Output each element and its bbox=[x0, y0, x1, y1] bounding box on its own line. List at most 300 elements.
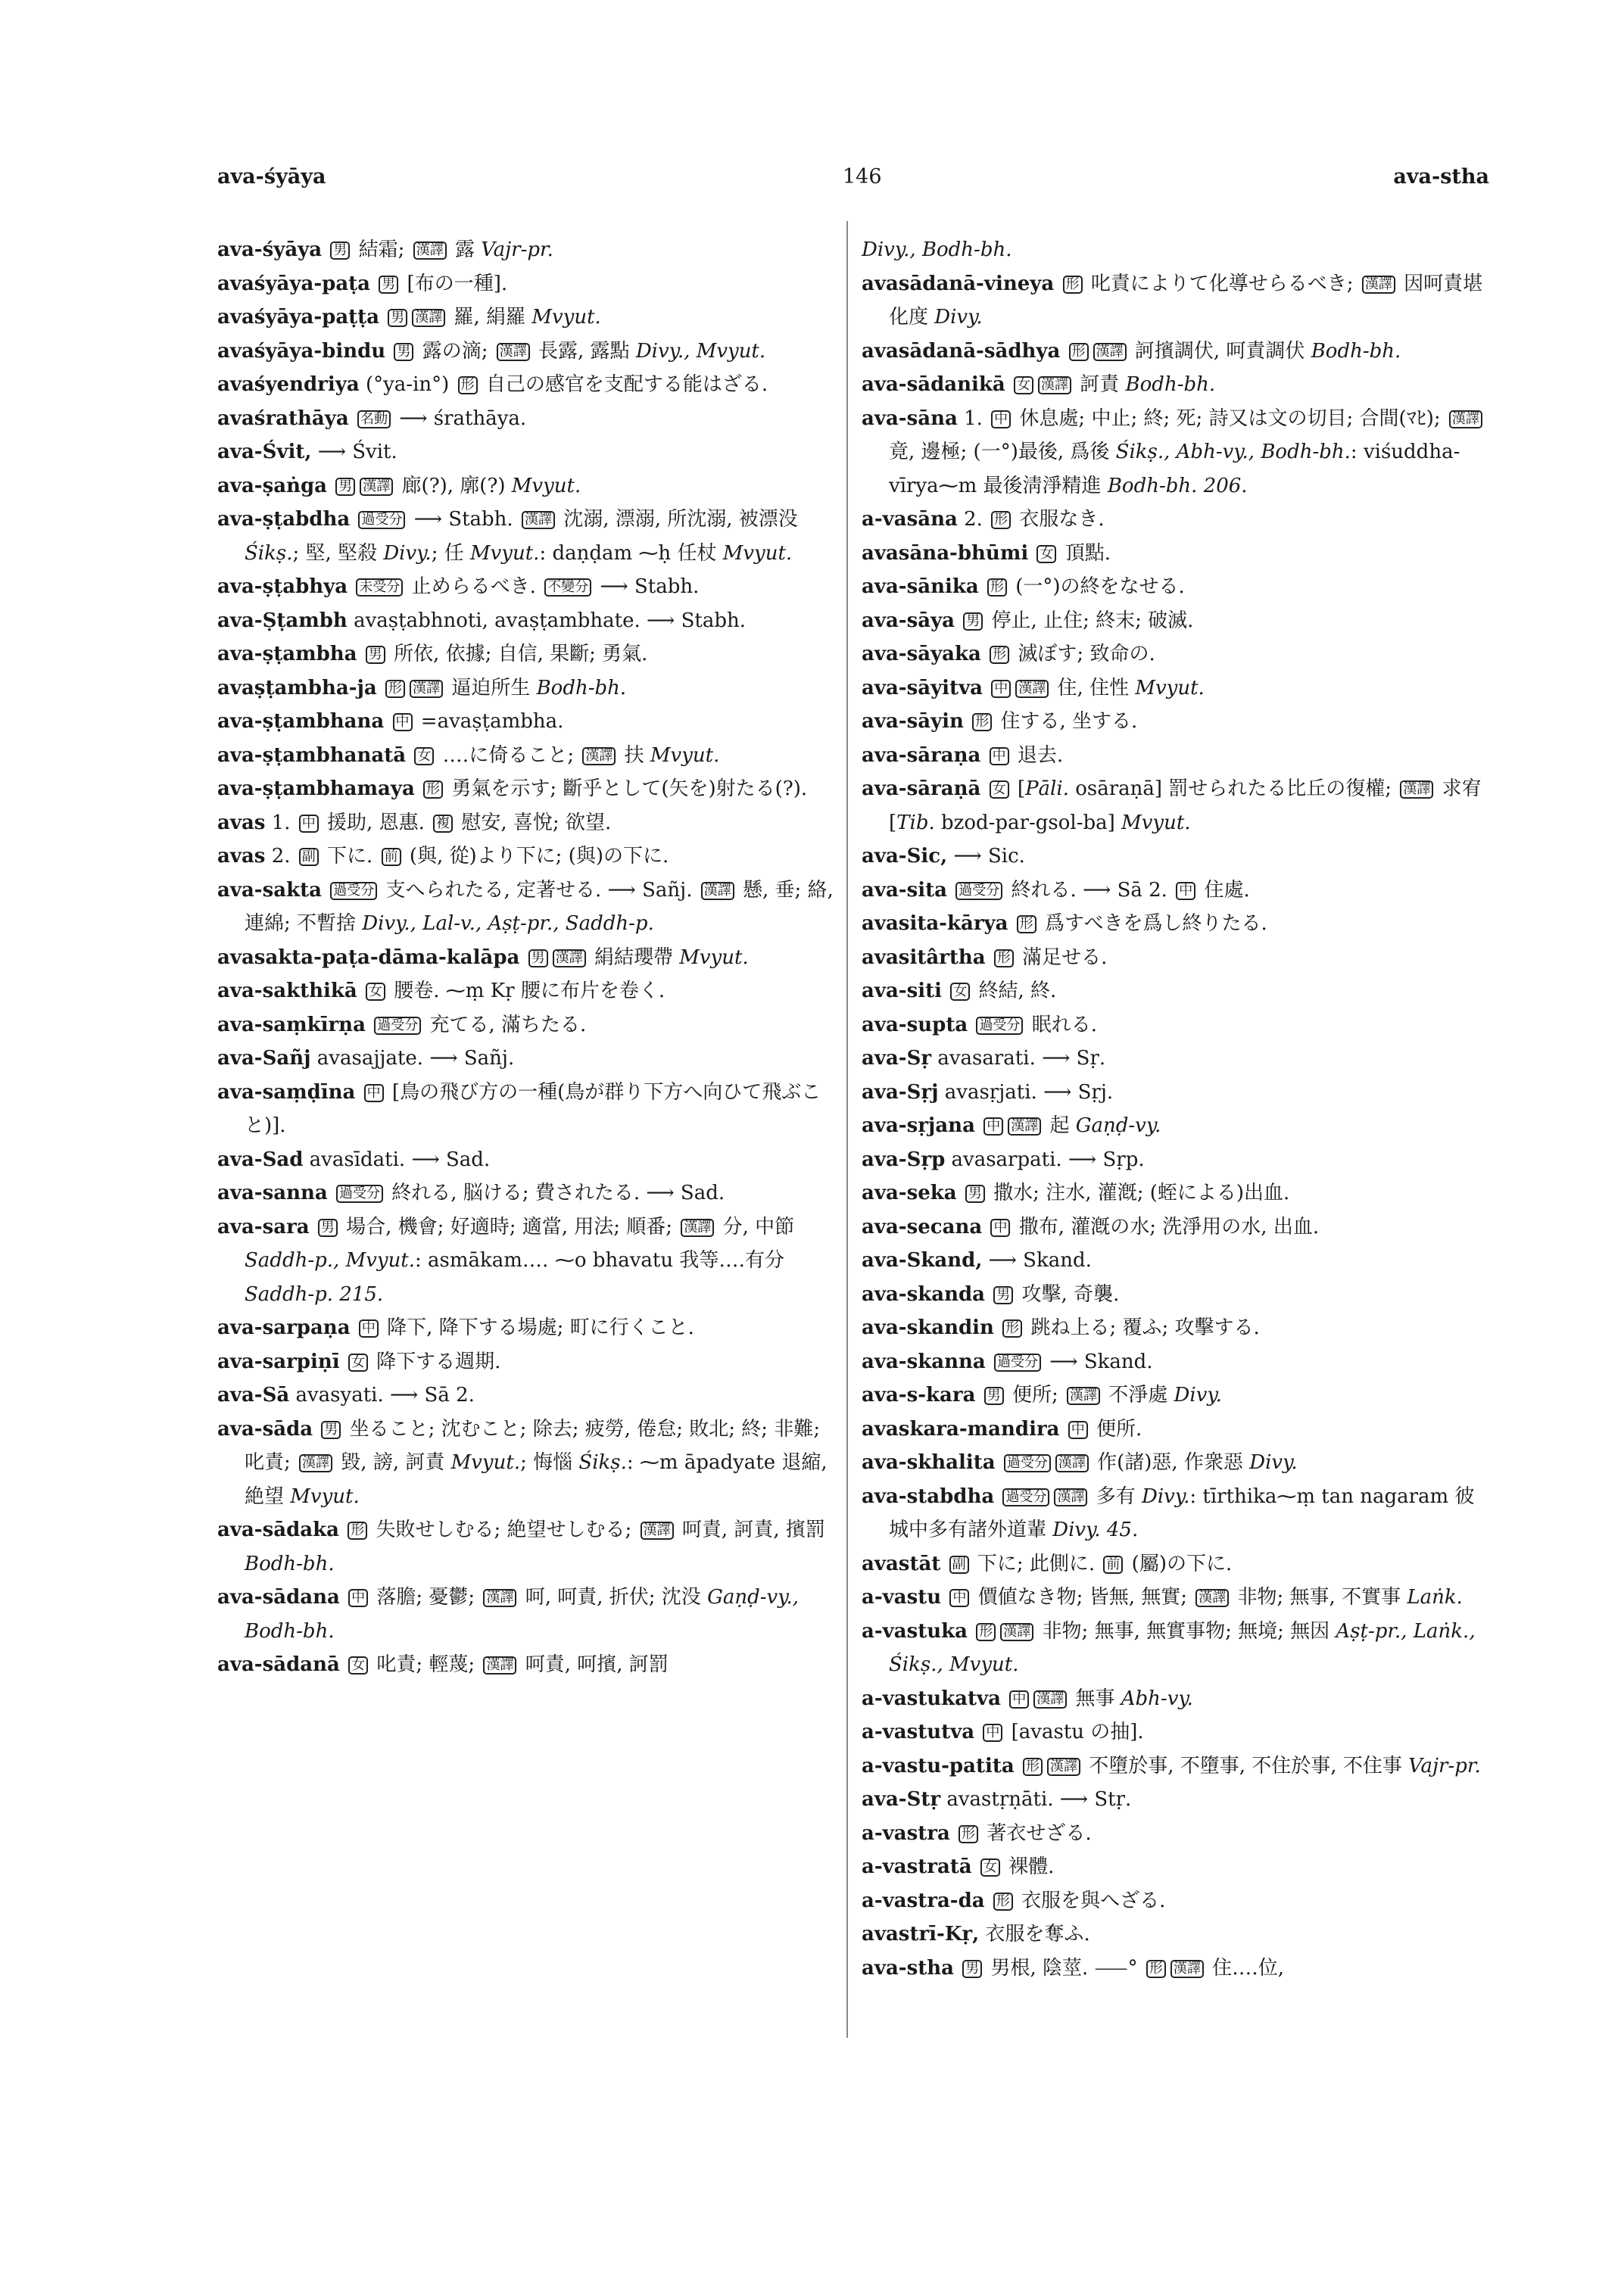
definition-text: [avastu の抽]. bbox=[1005, 1721, 1144, 1743]
definition-text: avasarpati. ⟶ Sṛp. bbox=[951, 1148, 1145, 1171]
grammar-badge: 男 bbox=[962, 1960, 982, 1978]
definition-text: ; 堅, 堅殺 bbox=[292, 541, 384, 565]
dictionary-entry bbox=[862, 1715, 1490, 1749]
headword: ava-sādanikā bbox=[862, 373, 1005, 396]
headword: ava-stabdha bbox=[862, 1485, 995, 1508]
headword: ava-saṃḍīna bbox=[217, 1080, 356, 1104]
headword: ava-skandin bbox=[862, 1316, 994, 1339]
grammar-badge: 中 bbox=[991, 680, 1011, 698]
definition-text: bzod-par-gsol-ba] bbox=[934, 811, 1122, 834]
grammar-badge: 過受分 bbox=[955, 882, 1002, 900]
source-ref: Pāli. bbox=[1025, 777, 1069, 800]
headword: ava-Śvit, bbox=[217, 441, 312, 463]
grammar-badge: 男 bbox=[965, 1185, 985, 1203]
definition-text: avastṛṇāti. ⟶ Stṛ. bbox=[946, 1788, 1132, 1811]
definition-text: 因呵責堪化度 bbox=[889, 272, 1483, 329]
definition-text: 休息處; 中止; 終; 死; 詩又は文の切目; 合間(ﾏﾋ); bbox=[1013, 407, 1447, 430]
headword: ava-Sad bbox=[217, 1148, 304, 1171]
dictionary-entry bbox=[862, 1413, 1490, 1447]
dictionary-entry bbox=[217, 974, 837, 1008]
page-header bbox=[217, 165, 1489, 203]
definition-text: 場合, 機會; 好適時; 適當, 用法; 順番; bbox=[339, 1215, 679, 1238]
source-ref: Divy. bbox=[383, 541, 432, 565]
grammar-badge: 漢譯 bbox=[1047, 1758, 1080, 1776]
grammar-badge: 漢譯 bbox=[1195, 1589, 1229, 1607]
definition-text: 自己の感官を支配する能はざる. bbox=[479, 373, 768, 396]
grammar-badge: 漢譯 bbox=[1400, 780, 1433, 799]
headword: ava-śyāya bbox=[217, 238, 323, 261]
definition-text: 逼迫所生 bbox=[445, 676, 537, 699]
source-ref: Bodh-bh. bbox=[1311, 339, 1401, 363]
dictionary-entry bbox=[862, 1176, 1490, 1210]
grammar-badge: 中 bbox=[1068, 1421, 1088, 1439]
dictionary-entry bbox=[862, 1379, 1490, 1413]
headword: avasakta-paṭa-dāma-kalāpa bbox=[217, 946, 520, 969]
definition-text: 叱責によりて化導せらるべき; bbox=[1084, 272, 1360, 295]
definition-text: 下に. bbox=[320, 845, 379, 868]
definition-text: avaṣṭabhnoti, avaṣṭambhate. ⟶ Stabh. bbox=[354, 609, 746, 632]
headword: ava-Sṛ bbox=[862, 1047, 932, 1070]
definition-text: 衣服を奪ふ. bbox=[985, 1923, 1090, 1946]
source-ref: Gaṇḍ-vy., Bodh-bh. bbox=[245, 1586, 799, 1643]
definition-text: 衣服なき. bbox=[1013, 508, 1105, 531]
definition-text: 毀, 謗, 訶責 bbox=[335, 1451, 451, 1474]
definition-text: 撒布, 灌漑の水; 洗淨用の水, 出血. bbox=[1012, 1215, 1320, 1238]
definition-text: ⟶ Stabh. bbox=[407, 508, 519, 531]
definition-text: 竟, 邊極; (一°)最後, 爲後 bbox=[889, 441, 1116, 463]
grammar-badge: 漢譯 bbox=[412, 309, 445, 327]
grammar-badge: 複 bbox=[433, 815, 453, 833]
grammar-badge: 過受分 bbox=[336, 1185, 383, 1203]
dictionary-entry bbox=[217, 1210, 837, 1312]
headword: ava-Ṣṭambh bbox=[217, 609, 348, 632]
grammar-badge: 漢譯 bbox=[1449, 410, 1482, 428]
definition-text: 所依, 依據; 自信, 果斷; 勇氣. bbox=[387, 643, 648, 665]
headword: ava-Sañj bbox=[217, 1047, 311, 1070]
grammar-badge: 中 bbox=[364, 1084, 384, 1102]
headword: ava-sāraṇā bbox=[862, 777, 981, 800]
definition-text: 停止, 止住; 終末; 破滅. bbox=[985, 609, 1194, 632]
headword: ava-skanda bbox=[862, 1282, 986, 1306]
grammar-badge: 中 bbox=[949, 1589, 969, 1607]
definition-text: 多有 bbox=[1089, 1485, 1142, 1508]
definition-text: ‥‥に倚ること; bbox=[436, 743, 581, 767]
dictionary-entry bbox=[862, 537, 1490, 571]
dictionary-entry bbox=[862, 1749, 1490, 1784]
grammar-badge: 漢譯 bbox=[1038, 376, 1071, 394]
definition-text: 絹結瓔帶 bbox=[588, 946, 680, 969]
source-ref: Mvyut. bbox=[679, 946, 749, 969]
grammar-badge: 形 bbox=[994, 949, 1014, 967]
grammar-badge: 漢譯 bbox=[641, 1522, 674, 1540]
dictionary-entry bbox=[862, 1210, 1490, 1245]
grammar-badge: 形 bbox=[423, 780, 443, 799]
definition-text: 懸, 垂; 絡, 連綿; 不暫捨 bbox=[245, 878, 834, 935]
definition-text: ⟶ Śvit. bbox=[317, 441, 397, 463]
dictionary-entry bbox=[862, 1783, 1490, 1817]
grammar-badge: 未受分 bbox=[356, 578, 403, 597]
dictionary-entry bbox=[217, 840, 837, 874]
dictionary-entry bbox=[862, 604, 1490, 638]
definition-text: 住處. bbox=[1198, 878, 1250, 902]
definition-text: 住, 住性 bbox=[1051, 676, 1136, 699]
headword: ava-ṣṭambha bbox=[217, 643, 357, 665]
right-column bbox=[862, 233, 1490, 1985]
dictionary-entry bbox=[217, 1176, 837, 1210]
definition-text: 不淨處 bbox=[1102, 1384, 1174, 1407]
headword: ava-ṣṭambhamaya bbox=[217, 777, 415, 800]
headword: avastāt bbox=[862, 1552, 941, 1575]
definition-text: 起 bbox=[1043, 1114, 1076, 1137]
dictionary-entry bbox=[217, 874, 837, 941]
grammar-badge: 形 bbox=[976, 1623, 996, 1641]
headword: ava-sṛjana bbox=[862, 1114, 975, 1137]
headword: ava-sāraṇa bbox=[862, 743, 981, 767]
definition-text: 著衣せざる. bbox=[980, 1821, 1092, 1845]
grammar-badge: 形 bbox=[1023, 1758, 1043, 1776]
dictionary-entry bbox=[862, 874, 1490, 908]
source-ref: Divy. bbox=[1142, 1485, 1190, 1508]
definition-text: 退去. bbox=[1011, 743, 1064, 767]
dictionary-entry bbox=[862, 570, 1490, 604]
headword: avas bbox=[217, 811, 266, 834]
definition-text: 終れる, 脳ける; 費されたる. ⟶ Sad. bbox=[385, 1182, 725, 1204]
grammar-badge: 女 bbox=[1036, 545, 1056, 563]
grammar-badge: 形 bbox=[1063, 276, 1083, 294]
dictionary-entry bbox=[217, 806, 837, 840]
definition-text: 非物; 無事, 不實事 bbox=[1231, 1586, 1407, 1609]
grammar-badge: 過受分 bbox=[1002, 1488, 1049, 1506]
dictionary-entry bbox=[862, 1817, 1490, 1851]
dictionary-entry bbox=[862, 1581, 1490, 1615]
grammar-badge: 中 bbox=[348, 1589, 368, 1607]
page-number: 146 bbox=[843, 165, 882, 188]
definition-text: 跳ね上る; 覆ふ; 攻擊する. bbox=[1024, 1316, 1260, 1339]
dictionary-entry bbox=[217, 435, 837, 469]
definition-text: 坐ること; 沈むこと; 除去; 疲勞, 倦怠; 敗北; 終; 非難; 叱責; bbox=[245, 1417, 821, 1474]
source-ref: Vajr-pr. bbox=[481, 238, 553, 261]
dictionary-entry bbox=[862, 705, 1490, 739]
dictionary-entry bbox=[217, 1076, 837, 1143]
dictionary-entry bbox=[217, 772, 837, 806]
source-ref: Mvyut. bbox=[1135, 676, 1205, 699]
dictionary-entry bbox=[217, 402, 837, 436]
definition-text: 沈溺, 漂溺, 所沈溺, 被漂没 bbox=[556, 508, 798, 531]
dictionary-entry bbox=[217, 503, 837, 570]
dictionary-entry bbox=[862, 739, 1490, 773]
headword: ava-sara bbox=[217, 1215, 310, 1238]
dictionary-entry bbox=[862, 1480, 1490, 1547]
source-ref: Laṅk. bbox=[1407, 1586, 1463, 1609]
source-ref: Mvyut. bbox=[469, 541, 540, 565]
headword: ava-sakthikā bbox=[217, 980, 357, 1002]
definition-text: avasarati. ⟶ Sṛ. bbox=[937, 1047, 1106, 1070]
headword: avasitârtha bbox=[862, 946, 986, 969]
headword: ava-sāda bbox=[217, 1417, 313, 1441]
definition-text: 充てる, 滿ちたる. bbox=[423, 1013, 587, 1036]
definition-text: 衣服を與へざる. bbox=[1015, 1889, 1166, 1912]
definition-text: avasyati. ⟶ Sā 2. bbox=[295, 1384, 475, 1407]
headword: avaśrathāya bbox=[217, 407, 349, 430]
grammar-badge: 中 bbox=[1176, 882, 1195, 900]
dictionary-entry bbox=[862, 941, 1490, 975]
definition-text: 結霜; bbox=[352, 238, 411, 261]
dictionary-entry bbox=[862, 1884, 1490, 1918]
dictionary-entry bbox=[862, 1952, 1490, 1986]
dictionary-entry bbox=[862, 368, 1490, 402]
dictionary-entry bbox=[217, 233, 837, 267]
definition-text: 2. bbox=[964, 508, 990, 531]
grammar-badge: 漢譯 bbox=[410, 680, 443, 698]
dictionary-entry bbox=[217, 1008, 837, 1042]
headword: ava-skanna bbox=[862, 1350, 986, 1373]
headword: avaśyendriya bbox=[217, 373, 360, 396]
definition-text: [布の一種]. bbox=[401, 272, 508, 295]
source-ref: Mvyut. bbox=[650, 743, 720, 767]
dictionary-entry bbox=[217, 1042, 837, 1076]
definition-text: 不墮於事, 不墮事, 不住於事, 不住事 bbox=[1082, 1754, 1409, 1777]
definition-text: 求宥 [ bbox=[889, 777, 1482, 834]
headword: ava-ṣṭabdha bbox=[217, 508, 351, 531]
definition-text: 分, 中節 bbox=[716, 1215, 795, 1238]
grammar-badge: 女 bbox=[990, 780, 1009, 799]
headword: a-vastutva bbox=[862, 1721, 975, 1743]
grammar-badge: 漢譯 bbox=[1093, 343, 1127, 361]
dictionary-entry bbox=[862, 503, 1490, 537]
definition-text: 訶責 bbox=[1074, 373, 1126, 396]
definition-text: 便所. bbox=[1089, 1417, 1142, 1441]
dictionary-entry bbox=[217, 637, 837, 671]
headword: ava-supta bbox=[862, 1013, 968, 1036]
grammar-badge: 形 bbox=[990, 646, 1009, 664]
grammar-badge: 漢譯 bbox=[522, 511, 555, 529]
grammar-badge: 女 bbox=[1014, 376, 1033, 394]
grammar-badge: 中 bbox=[359, 1319, 379, 1338]
grammar-badge: 過受分 bbox=[330, 882, 377, 900]
dictionary-entry bbox=[217, 1345, 837, 1379]
source-ref: Mvyut. bbox=[1121, 811, 1191, 834]
dictionary-entry bbox=[862, 1042, 1490, 1076]
definition-text: 降下, 降下する場處; 町に行くこと. bbox=[380, 1316, 694, 1339]
headword: ava-ṣṭambhanatā bbox=[217, 743, 407, 767]
definition-text: 裸體. bbox=[1002, 1855, 1055, 1878]
headword: a-vastuka bbox=[862, 1619, 968, 1643]
grammar-badge: 漢譯 bbox=[1033, 1690, 1067, 1709]
grammar-badge: 不變分 bbox=[544, 578, 591, 597]
source-ref: Aṣṭ-pr., Laṅk., Śikṣ., Mvyut. bbox=[889, 1619, 1476, 1676]
headword: ava-Sṛp bbox=[862, 1148, 946, 1171]
definition-text: : ⁓m āpadyate 退縮, 絶望 bbox=[245, 1451, 828, 1508]
headword: a-vastukatva bbox=[862, 1687, 1001, 1710]
definition-text: ⟶ Skand. bbox=[1043, 1350, 1153, 1373]
dictionary-entry bbox=[217, 1581, 837, 1648]
definition-text: 滅ぼす; 致命の. bbox=[1011, 643, 1155, 665]
dictionary-entry bbox=[862, 907, 1490, 941]
definition-text: : daṇḍam ⁓ḥ 任杖 bbox=[539, 541, 723, 565]
grammar-badge: 女 bbox=[950, 983, 970, 1001]
definition-text: 無事 bbox=[1069, 1687, 1121, 1710]
dictionary-entry bbox=[862, 1918, 1490, 1952]
grammar-badge: 形 bbox=[1002, 1319, 1022, 1338]
grammar-badge: 女 bbox=[348, 1656, 368, 1675]
dictionary-entry bbox=[217, 469, 837, 503]
dictionary-entry bbox=[217, 604, 837, 638]
definition-text: [鳥の飛び方の一種(鳥が群り下方へ向ひて飛ぶこと)]. bbox=[245, 1080, 821, 1137]
grammar-badge: 前 bbox=[1103, 1556, 1123, 1574]
source-ref: Śikṣ., Abh-vy., Bodh-bh. bbox=[1115, 441, 1351, 463]
dictionary-entry bbox=[217, 368, 837, 402]
headword: ava-sita bbox=[862, 878, 947, 902]
dictionary-entry bbox=[862, 402, 1490, 503]
definition-text: 勇氣を示す; 斷乎として(矢を)射たる(?). bbox=[445, 777, 808, 800]
definition-text: avasajjate. ⟶ Sañj. bbox=[316, 1047, 515, 1070]
grammar-badge: 中 bbox=[299, 815, 319, 833]
headword: ava-secana bbox=[862, 1215, 983, 1238]
running-head-left: ava-śyāya bbox=[217, 165, 326, 188]
grammar-badge: 形 bbox=[1017, 915, 1036, 933]
dictionary-entry bbox=[217, 1143, 837, 1177]
definition-text: 支へられたる, 定著せる. ⟶ Sañj. bbox=[379, 878, 699, 902]
dictionary-entry bbox=[862, 1615, 1490, 1682]
dictionary-entry bbox=[862, 1446, 1490, 1480]
headword: avaśyāya-bindu bbox=[217, 339, 386, 363]
headword: ava-Skand, bbox=[862, 1249, 983, 1272]
dictionary-entry bbox=[862, 1311, 1490, 1345]
grammar-badge: 男 bbox=[993, 1286, 1013, 1304]
headword: ava-s-kara bbox=[862, 1384, 976, 1407]
headword: ava-ṣṭabhya bbox=[217, 575, 348, 598]
grammar-badge: 男 bbox=[330, 241, 350, 260]
definition-text: 作(諸)惡, 作衆惡 bbox=[1090, 1451, 1250, 1474]
source-ref: Abh-vy. bbox=[1121, 1687, 1193, 1710]
column-divider bbox=[846, 221, 848, 2038]
dictionary-entry bbox=[217, 301, 837, 335]
grammar-badge: 名動 bbox=[357, 410, 391, 428]
headword: ava-ṣaṅga bbox=[217, 474, 328, 497]
headword: ava-sāyin bbox=[862, 710, 964, 733]
source-ref: Divy. bbox=[1174, 1384, 1222, 1407]
grammar-badge: 漢譯 bbox=[483, 1589, 516, 1607]
definition-text: ⟶ Sic. bbox=[953, 845, 1025, 868]
dictionary-entry bbox=[217, 267, 837, 301]
definition-text: 呵, 呵責, 折伏; 沈没 bbox=[519, 1586, 708, 1609]
definition-text: 落膽; 憂鬱; bbox=[370, 1586, 482, 1609]
source-ref: Śikṣ. bbox=[578, 1451, 627, 1474]
grammar-badge: 過受分 bbox=[976, 1017, 1023, 1035]
definition-text: 頂點. bbox=[1058, 541, 1111, 565]
headword: ava-sāyaka bbox=[862, 643, 981, 665]
definition-text: 非物; 無事, 無實事物; 無境; 無因 bbox=[1036, 1619, 1336, 1643]
dictionary-entry bbox=[862, 335, 1490, 369]
definition-text: [ bbox=[1011, 777, 1026, 800]
headword: a-vastratā bbox=[862, 1855, 972, 1878]
headword: ava-siti bbox=[862, 980, 942, 1002]
definition-text: avasīdati. ⟶ Sad. bbox=[309, 1148, 491, 1171]
dictionary-entry bbox=[217, 1311, 837, 1345]
definition-text: 1. bbox=[271, 811, 297, 834]
headword: a-vastu bbox=[862, 1586, 942, 1609]
headword: ava-sāna bbox=[862, 407, 958, 430]
headword: ava-sāyitva bbox=[862, 676, 983, 699]
grammar-badge: 形 bbox=[991, 511, 1011, 529]
headword: ava-sāya bbox=[862, 609, 955, 632]
headword: avasādanā-sādhya bbox=[862, 339, 1061, 363]
source-ref: Saddh-p. 215. bbox=[245, 1282, 384, 1306]
headword: ava-ṣṭambhana bbox=[217, 710, 385, 733]
headword: avaśyāya-paṭṭa bbox=[217, 306, 380, 329]
grammar-badge: 形 bbox=[959, 1825, 978, 1843]
headword: avaskara-mandira bbox=[862, 1417, 1060, 1441]
source-ref: Vajr-pr. bbox=[1408, 1754, 1481, 1777]
grammar-badge: 漢譯 bbox=[1054, 1488, 1087, 1506]
definition-text: 失敗せしむる; 絶望せしむる; bbox=[369, 1519, 638, 1541]
headword: ava-sanna bbox=[217, 1182, 328, 1204]
dictionary-entry bbox=[862, 1547, 1490, 1581]
headword: a-vastu-patita bbox=[862, 1754, 1015, 1777]
definition-text: 露の滴; bbox=[416, 339, 494, 363]
definition-text: 撒水; 注水, 灌漑; (蛭による)出血. bbox=[987, 1182, 1290, 1204]
grammar-badge: 形 bbox=[993, 1893, 1013, 1911]
headword: a-vasāna bbox=[862, 508, 958, 531]
grammar-badge: 形 bbox=[458, 376, 478, 394]
definition-text: 2. bbox=[271, 845, 297, 868]
grammar-badge: 形 bbox=[1146, 1960, 1166, 1978]
grammar-badge: 男 bbox=[394, 343, 413, 361]
definition-text: (一°)の終をなせる. bbox=[1008, 575, 1185, 598]
grammar-badge: 男 bbox=[318, 1219, 338, 1237]
dictionary-entry bbox=[217, 941, 837, 975]
grammar-badge: 中 bbox=[1009, 1690, 1029, 1709]
dictionary-entry bbox=[862, 1244, 1490, 1278]
definition-text: : tīrthika⁓ṃ tan nagaram 彼城中多有諸外道輩 bbox=[889, 1485, 1475, 1541]
source-ref: Mvyut. bbox=[511, 474, 581, 497]
source-ref: Śikṣ. bbox=[245, 541, 293, 565]
definition-text: : asmākam‥‥ ⁓o bhavatu 我等‥‥有分 bbox=[415, 1249, 785, 1272]
headword: avaśyāya-paṭa bbox=[217, 272, 371, 295]
definition-text: 援助, 恩惠. bbox=[320, 811, 432, 834]
definition-text: 訶擯調伏, 呵責調伏 bbox=[1128, 339, 1311, 363]
grammar-badge: 形 bbox=[972, 713, 992, 731]
definition-text: 慰安, 喜悅; 欲望. bbox=[455, 811, 612, 834]
dictionary-entry bbox=[217, 1648, 837, 1682]
grammar-badge: 形 bbox=[1069, 343, 1089, 361]
dictionary-entry bbox=[862, 974, 1490, 1008]
dictionary-entry bbox=[217, 705, 837, 739]
definition-text: 攻擊, 奇襲. bbox=[1015, 1282, 1120, 1306]
source-ref: Divy., Mvyut. bbox=[635, 339, 766, 363]
grammar-badge: 男 bbox=[984, 1387, 1004, 1405]
grammar-badge: 漢譯 bbox=[1362, 276, 1395, 294]
grammar-badge: 中 bbox=[393, 713, 413, 731]
source-ref: Tib. bbox=[896, 811, 935, 834]
dictionary-entry bbox=[862, 1008, 1490, 1042]
definition-text: 叱責; 輕蔑; bbox=[370, 1653, 482, 1676]
dictionary-entry bbox=[862, 1345, 1490, 1379]
source-ref: Mvyut. bbox=[290, 1485, 360, 1508]
grammar-badge: 女 bbox=[980, 1858, 1000, 1877]
grammar-badge: 中 bbox=[983, 1117, 1003, 1136]
headword: ava-sādanā bbox=[217, 1653, 340, 1676]
headword: ava-sādaka bbox=[217, 1519, 339, 1541]
dictionary-entry bbox=[862, 671, 1490, 706]
grammar-badge: 漢譯 bbox=[483, 1656, 516, 1675]
grammar-badge: 男 bbox=[963, 612, 983, 631]
definition-text: 呵責, 呵擯, 訶罰 bbox=[519, 1653, 669, 1676]
definition-text: 羅, 絹羅 bbox=[447, 306, 532, 329]
definition-text: avasṛjati. ⟶ Sṛj. bbox=[944, 1080, 1114, 1104]
headword: ava-sānika bbox=[862, 575, 979, 598]
grammar-badge: 漢譯 bbox=[1000, 1623, 1033, 1641]
